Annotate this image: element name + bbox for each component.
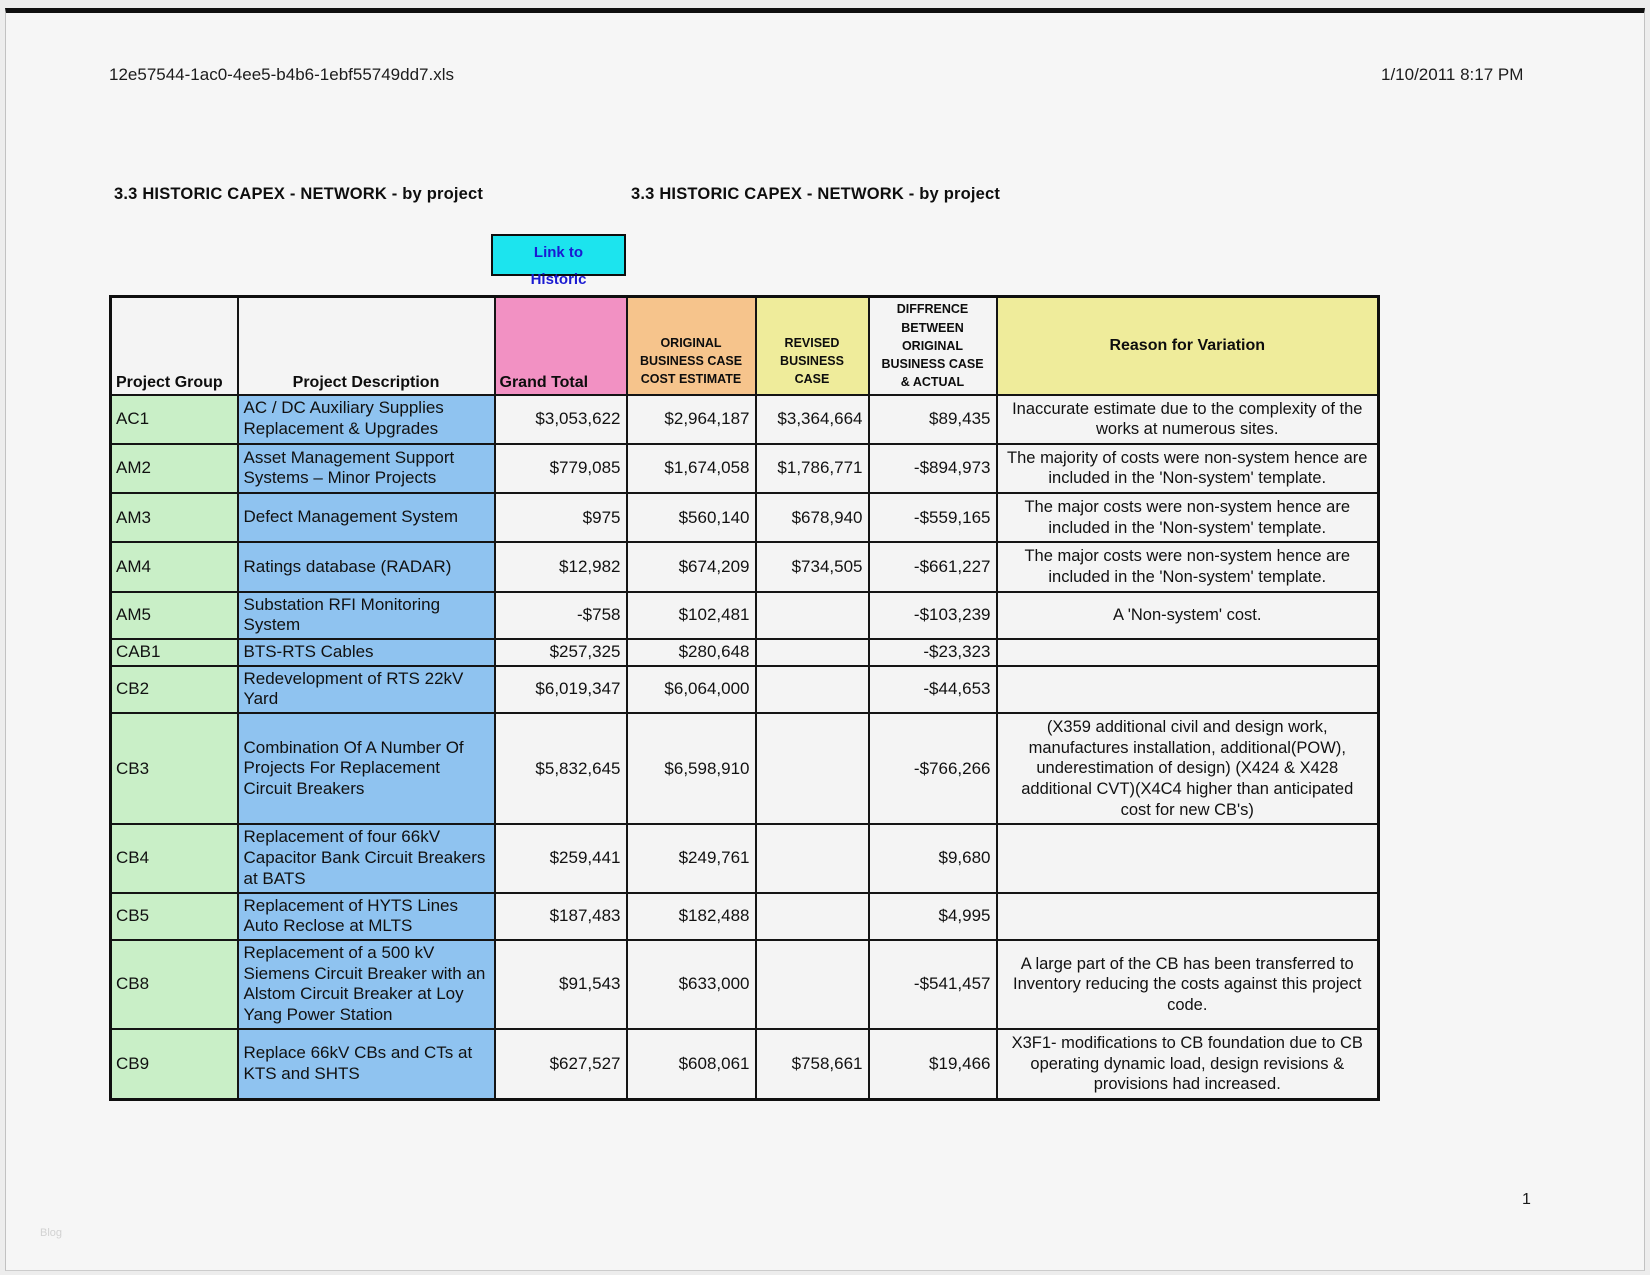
cell-difference: $19,466 — [869, 1029, 997, 1099]
link-to-historic-button[interactable] — [491, 234, 626, 288]
cell-original-business-case: $102,481 — [627, 592, 756, 639]
cell-grand-total: $779,085 — [495, 444, 627, 493]
cell-project-description: AC / DC Auxiliary Supplies Replacement & Upgrades — [238, 395, 495, 444]
cell-original-business-case: $6,598,910 — [627, 713, 756, 824]
cell-project-description: Replacement of a 500 kV Siemens Circuit Breaker with an Alstom Circuit Breaker at Loy Yang Power Station — [238, 940, 495, 1029]
table-row — [111, 1029, 1379, 1099]
cell-grand-total: $3,053,622 — [495, 395, 627, 444]
table-row — [111, 893, 1379, 940]
cell-grand-total: $627,527 — [495, 1029, 627, 1099]
cell-reason-for-variation: The majority of costs were non-system hence are included in the 'Non-system' template. — [997, 444, 1379, 493]
cell-project-description: Substation RFI Monitoring System — [238, 592, 495, 639]
cell-difference: -$541,457 — [869, 940, 997, 1029]
cell-reason-for-variation — [997, 639, 1379, 666]
cell-revised-business-case — [756, 639, 869, 666]
cell-project-description: Replacement of HYTS Lines Auto Reclose at MLTS — [238, 893, 495, 940]
cell-grand-total: $257,325 — [495, 639, 627, 666]
cell-reason-for-variation — [997, 824, 1379, 892]
table-row — [111, 713, 1379, 824]
column-header-original-business-case: ORIGINAL BUSINESS CASE COST ESTIMATE — [627, 297, 756, 395]
link-button-label-line2: Historic — [530, 271, 587, 288]
cell-original-business-case: $6,064,000 — [627, 666, 756, 713]
cell-project-description: Asset Management Support Systems – Minor Projects — [238, 444, 495, 493]
cell-revised-business-case: $678,940 — [756, 493, 869, 542]
cell-difference: -$894,973 — [869, 444, 997, 493]
print-page — [5, 8, 1645, 1271]
cell-revised-business-case: $758,661 — [756, 1029, 869, 1099]
cell-project-group: CAB1 — [111, 639, 238, 666]
cell-difference: -$44,653 — [869, 666, 997, 713]
cell-revised-business-case: $734,505 — [756, 542, 869, 591]
table-row — [111, 639, 1379, 666]
cell-difference: -$766,266 — [869, 713, 997, 824]
table-row — [111, 493, 1379, 542]
cell-difference: -$559,165 — [869, 493, 997, 542]
column-header-reason-for-variation: Reason for Variation — [997, 297, 1379, 395]
cell-original-business-case: $1,674,058 — [627, 444, 756, 493]
header-row — [111, 297, 1379, 395]
cell-reason-for-variation — [997, 666, 1379, 713]
cell-project-group: AM3 — [111, 493, 238, 542]
cell-project-group: CB3 — [111, 713, 238, 824]
cell-reason-for-variation: Inaccurate estimate due to the complexity of the works at numerous sites. — [997, 395, 1379, 444]
report-title-left: 3.3 HISTORIC CAPEX - NETWORK - by project — [114, 185, 484, 203]
table-row — [111, 824, 1379, 892]
cell-original-business-case: $249,761 — [627, 824, 756, 892]
cell-grand-total: $259,441 — [495, 824, 627, 892]
table-row — [111, 666, 1379, 713]
cell-reason-for-variation: The major costs were non-system hence are included in the 'Non-system' template. — [997, 493, 1379, 542]
cell-revised-business-case — [756, 893, 869, 940]
cell-project-group: AM5 — [111, 592, 238, 639]
cell-grand-total: $12,982 — [495, 542, 627, 591]
cell-revised-business-case — [756, 824, 869, 892]
cell-reason-for-variation: (X359 additional civil and design work, manufactures installation, additional(POW), underestimation of design) (X424 & X428 additional CVT)(X4C4 higher than anticipated cost for new CB's) — [997, 713, 1379, 824]
cell-difference: $9,680 — [869, 824, 997, 892]
cell-revised-business-case — [756, 713, 869, 824]
cell-revised-business-case — [756, 592, 869, 639]
document-timestamp: 1/10/2011 8:17 PM — [1381, 65, 1524, 84]
table-row — [111, 592, 1379, 639]
cell-difference: -$661,227 — [869, 542, 997, 591]
cell-project-group: CB2 — [111, 666, 238, 713]
cell-project-description: Redevelopment of RTS 22kV Yard — [238, 666, 495, 713]
cell-difference: $4,995 — [869, 893, 997, 940]
cell-project-group: AM4 — [111, 542, 238, 591]
document-filename: 12e57544-1ac0-4ee5-b4b6-1ebf55749dd7.xls — [109, 65, 455, 84]
table-body — [111, 395, 1379, 1100]
cell-grand-total: $6,019,347 — [495, 666, 627, 713]
cell-project-description: Combination Of A Number Of Projects For Replacement Circuit Breakers — [238, 713, 495, 824]
page-number: 1 — [1522, 1191, 1531, 1208]
cell-original-business-case: $608,061 — [627, 1029, 756, 1099]
cell-difference: -$103,239 — [869, 592, 997, 639]
watermark-text: Blog — [40, 1227, 63, 1239]
capex-table — [109, 295, 1380, 1101]
cell-revised-business-case — [756, 666, 869, 713]
cell-difference: $89,435 — [869, 395, 997, 444]
column-header-project-description: Project Description — [238, 297, 495, 395]
table-row — [111, 542, 1379, 591]
cell-project-description: Replace 66kV CBs and CTs at KTS and SHTS — [238, 1029, 495, 1099]
cell-project-group: AC1 — [111, 395, 238, 444]
cell-revised-business-case: $3,364,664 — [756, 395, 869, 444]
cell-revised-business-case — [756, 940, 869, 1029]
cell-project-description: BTS-RTS Cables — [238, 639, 495, 666]
cell-original-business-case: $560,140 — [627, 493, 756, 542]
cell-project-group: CB8 — [111, 940, 238, 1029]
report-title-right: 3.3 HISTORIC CAPEX - NETWORK - by project — [631, 185, 1001, 203]
table-row — [111, 444, 1379, 493]
cell-original-business-case: $633,000 — [627, 940, 756, 1029]
cell-grand-total: $5,832,645 — [495, 713, 627, 824]
cell-grand-total: -$758 — [495, 592, 627, 639]
cell-grand-total: $91,543 — [495, 940, 627, 1029]
cell-project-description: Replacement of four 66kV Capacitor Bank Circuit Breakers at BATS — [238, 824, 495, 892]
cell-project-description: Ratings database (RADAR) — [238, 542, 495, 591]
column-header-project-group: Project Group — [111, 297, 238, 395]
cell-project-group: AM2 — [111, 444, 238, 493]
cell-original-business-case: $280,648 — [627, 639, 756, 666]
column-header-difference: DIFFRENCE BETWEEN ORIGINAL BUSINESS CASE & ACTUAL — [869, 297, 997, 395]
cell-reason-for-variation — [997, 893, 1379, 940]
cell-reason-for-variation: A large part of the CB has been transferred to Inventory reducing the costs against this project code. — [997, 940, 1379, 1029]
cell-project-group: CB9 — [111, 1029, 238, 1099]
cell-original-business-case: $674,209 — [627, 542, 756, 591]
column-header-revised-business-case: REVISED BUSINESS CASE — [756, 297, 869, 395]
cell-project-group: CB5 — [111, 893, 238, 940]
cell-reason-for-variation: A 'Non-system' cost. — [997, 592, 1379, 639]
cell-difference: -$23,323 — [869, 639, 997, 666]
capex-table-container — [109, 295, 1377, 1101]
table-row — [111, 395, 1379, 444]
column-header-grand-total: Grand Total — [495, 297, 627, 395]
cell-grand-total: $975 — [495, 493, 627, 542]
cell-revised-business-case: $1,786,771 — [756, 444, 869, 493]
cell-reason-for-variation: X3F1- modifications to CB foundation due to CB operating dynamic load, design revisions & provisions had increased. — [997, 1029, 1379, 1099]
link-button-label-line1: Link to — [533, 244, 584, 261]
cell-project-group: CB4 — [111, 824, 238, 892]
cell-project-description: Defect Management System — [238, 493, 495, 542]
table-row — [111, 940, 1379, 1029]
cell-original-business-case: $182,488 — [627, 893, 756, 940]
cell-original-business-case: $2,964,187 — [627, 395, 756, 444]
cell-grand-total: $187,483 — [495, 893, 627, 940]
cell-reason-for-variation: The major costs were non-system hence are included in the 'Non-system' template. — [997, 542, 1379, 591]
